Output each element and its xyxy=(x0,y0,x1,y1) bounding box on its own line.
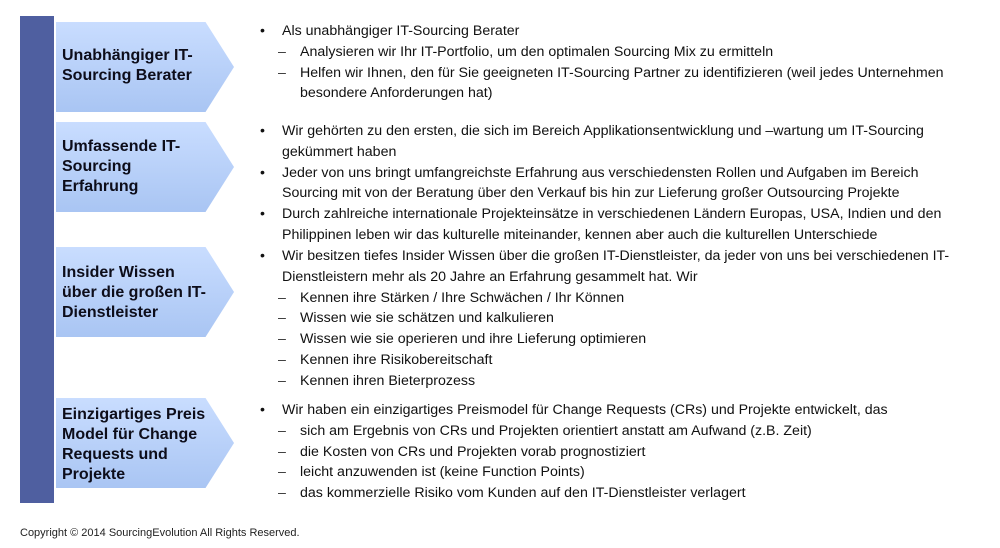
bullet-marker: • xyxy=(260,402,265,418)
sub-item: – Wissen wie sie operieren und ihre Lieferung optimieren xyxy=(258,329,978,350)
sub-item: – Kennen ihre Risikobereitschaft xyxy=(258,350,978,371)
section-title-4: Einzigartiges Preis Model für Change Requests und Projekte xyxy=(62,406,206,483)
dash-marker: – xyxy=(278,485,286,502)
bullet-marker: • xyxy=(260,123,265,139)
bullet-marker: • xyxy=(260,206,265,223)
dash-marker: – xyxy=(278,422,286,439)
left-accent-bar xyxy=(20,16,54,503)
bullet-item: • Wir gehörten zu den ersten, die sich im Bereich Applikationsentwicklung und –wartung um IT-Sourcing gekümmert haben xyxy=(260,123,924,160)
section-title-3: Insider Wissen über die großen IT- Dienstleister xyxy=(62,264,207,321)
sub-item: – Helfen wir Ihnen, den für Sie geeigneten IT-Sourcing Partner zu identifizieren (weil jedes Unternehmen besondere Anforderungen hat) xyxy=(278,64,944,102)
sub-item: – Kennen ihre Stärken / Ihre Schwächen / Ihr Können xyxy=(258,288,978,309)
section-content-2 xyxy=(258,121,978,246)
bullet-marker: • xyxy=(260,164,265,181)
dash-marker: – xyxy=(278,331,286,348)
copyright-text: Copyright © 2014 SourcingEvolution All Rights Reserved. xyxy=(20,527,300,539)
dash-marker: – xyxy=(278,289,286,306)
bullet-item: • Durch zahlreiche internationale Projekteinsätze in verschiedenen Ländern Europas, USA, Indien und den Philippinen leben wir das kulturelle miteinander, kennen aber auch die kulturellen Unterschiede xyxy=(260,206,942,243)
section-title-1: Unabhängiger IT- Sourcing Berater xyxy=(62,47,193,84)
section-content-4 xyxy=(258,400,978,504)
bullet-item: • Als unabhängiger IT-Sourcing Berater xyxy=(258,21,978,42)
section-content-1 xyxy=(258,21,978,104)
sub-item: – das kommerzielle Risiko vom Kunden auf den IT-Dienstleister verlagert xyxy=(258,483,978,504)
section-content-3 xyxy=(258,246,978,392)
dash-marker: – xyxy=(278,64,286,81)
dash-marker: – xyxy=(278,351,286,368)
bullet-marker: • xyxy=(260,248,265,264)
sub-item: – Wissen wie sie schätzen und kalkulieren xyxy=(258,308,978,329)
section-title-2: Umfassende IT- Sourcing Erfahrung xyxy=(62,138,181,195)
dash-marker: – xyxy=(278,464,286,481)
sub-item: – Analysieren wir Ihr IT-Portfolio, um den optimalen Sourcing Mix zu ermitteln xyxy=(258,42,978,63)
sub-item: – leicht anzuwenden ist (keine Function Points) xyxy=(258,462,978,483)
bullet-item: • Wir besitzen tiefes Insider Wissen über die großen IT-Dienstleister, da jeder von uns bei verschiedenen IT-Dienstleistern mehr als 20 Jahre an Erfahrung gesammelt hat. Wir xyxy=(260,248,950,285)
dash-marker: – xyxy=(278,310,286,327)
sub-item: – die Kosten von CRs und Projekten vorab prognostiziert xyxy=(258,442,978,463)
sub-item: – Kennen ihren Bieterprozess xyxy=(258,371,978,392)
dash-marker: – xyxy=(278,43,286,60)
dash-marker: – xyxy=(278,372,286,389)
bullet-item: • Wir haben ein einzigartiges Preismodel für Change Requests (CRs) und Projekte entwickelt, das xyxy=(258,400,978,421)
bullet-item: • Jeder von uns bringt umfangreichste Erfahrung aus verschiedensten Rollen und Aufgaben im Bereich Sourcing mit von der Beratung über den Verkauf bis hin zur Lieferung großer Outsourcing Projekte xyxy=(260,164,919,202)
bullet-marker: • xyxy=(260,23,265,39)
sub-item: – sich am Ergebnis von CRs und Projekten orientiert anstatt am Aufwand (z.B. Zeit) xyxy=(258,421,978,442)
dash-marker: – xyxy=(278,443,286,460)
